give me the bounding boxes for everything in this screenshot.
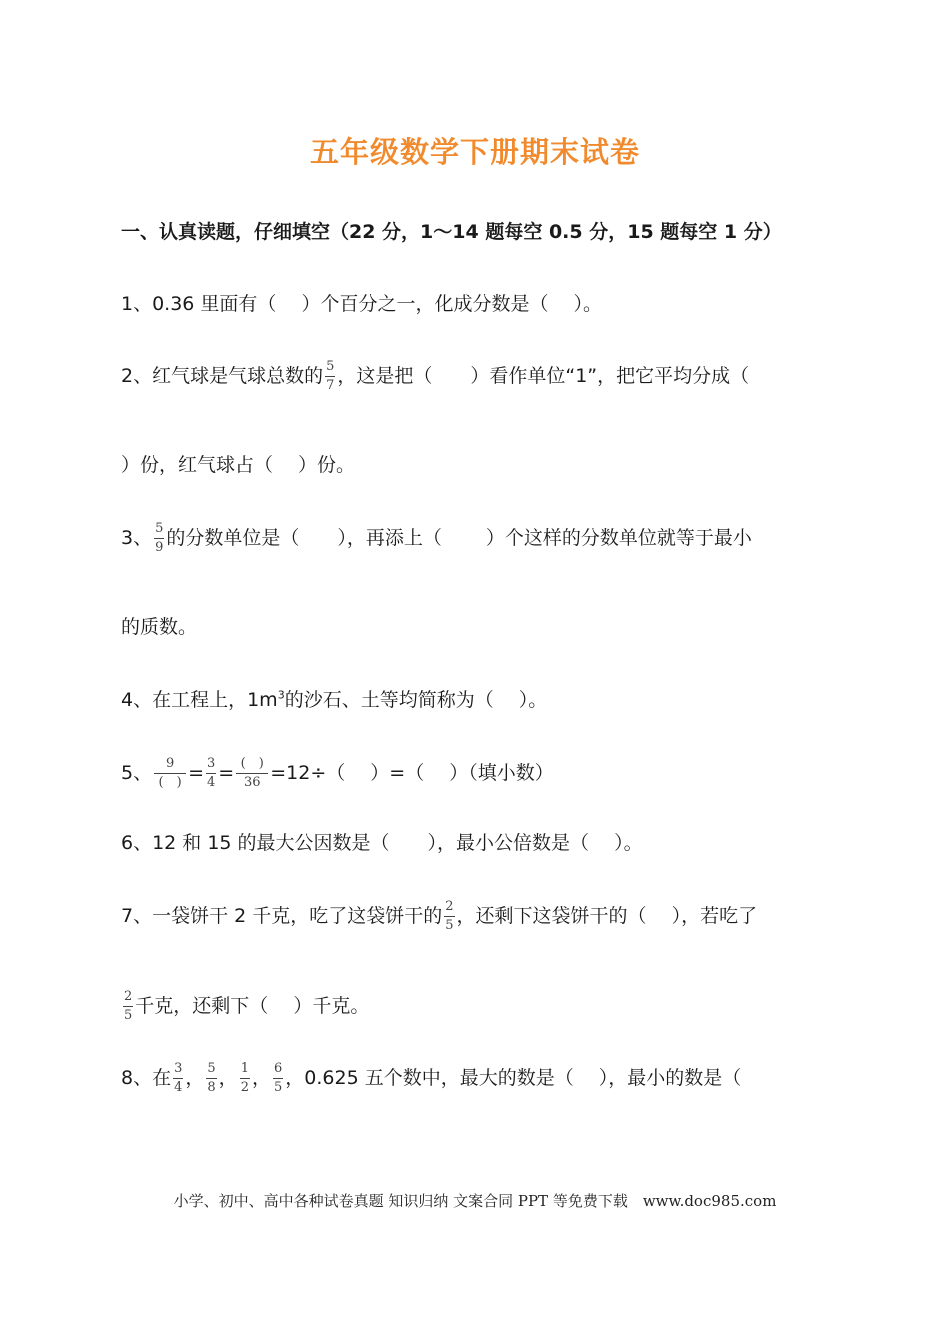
page-title: 五年级数学下册期末试卷: [309, 135, 640, 169]
fraction-1-2: $\frac{1}{2}$: [240, 1061, 249, 1095]
fraction-2-5: $\frac{2}{5}$: [124, 989, 133, 1023]
cube-exponent: 3: [277, 688, 285, 702]
question-5: [121, 755, 554, 792]
question-7-text-b: ，还剩下这袋饼干的（ ），若吃了: [456, 905, 758, 927]
question-3: [121, 520, 752, 557]
question-3-continued: 的质数。: [121, 616, 198, 638]
question-5-text-a: 5、: [121, 762, 153, 784]
question-2-text-a: 2、红气球是气球总数的: [121, 365, 324, 387]
comma: ，: [218, 1067, 238, 1089]
fraction-2-5: $\frac{2}{5}$: [445, 899, 454, 933]
question-1: 1、0.36 里面有（ ）个百分之一，化成分数是（ ）。: [121, 293, 603, 315]
comma: ，: [251, 1067, 271, 1089]
footer-text: 小学、初中、高中各种试卷真题 知识归纳 文案合同 PPT 等免费下载 www.doc985.com: [173, 1192, 777, 1210]
question-2: [121, 358, 749, 395]
fraction-5-9: $\frac{5}{9}$: [155, 521, 164, 555]
question-3-text-a: 3、: [121, 527, 153, 549]
fraction-9-blank: 9 ( ): [154, 755, 186, 792]
question-4-text-a: 4、在工程上，1m: [121, 689, 278, 711]
question-2-continued: ）份，红气球占（ ）份。: [121, 454, 356, 476]
question-4-text-b: 的沙石、土等均简称为（ ）。: [284, 689, 548, 711]
fraction-3-4: $\frac{3}{4}$: [174, 1061, 183, 1095]
question-2-text-b: ，这是把（ ）看作单位“1”，把它平均分成（: [337, 365, 750, 387]
fraction-blank-36: ( ) 36: [236, 755, 268, 792]
question-4: [121, 685, 547, 715]
equals-sign: =: [188, 762, 205, 784]
section-heading: 一、认真读题，仔细填空（22 分，1～14 题每空 0.5 分，15 题每空 1 分）: [121, 221, 782, 243]
fraction-5-7: $\frac{5}{7}$: [326, 359, 335, 393]
question-7: [121, 898, 757, 935]
comma: ，: [185, 1067, 205, 1089]
equals-sign: =: [218, 762, 235, 784]
question-8-text-a: 8、在: [121, 1067, 172, 1089]
question-7-text-c: 千克，还剩下（ ）千克。: [135, 995, 370, 1017]
fraction-3-4: $\frac{3}{4}$: [207, 756, 216, 790]
question-6: 6、12 和 15 的最大公因数是（ ），最小公倍数是（ ）。: [121, 832, 643, 854]
question-8: [121, 1060, 741, 1097]
question-5-text-b: =12÷（ ）=（ ）（填小数）: [270, 762, 554, 784]
fraction-6-5: $\frac{6}{5}$: [273, 1061, 283, 1095]
question-7-continued: [121, 988, 369, 1025]
question-3-text-b: 的分数单位是（ ），再添上（ ）个这样的分数单位就等于最小: [166, 527, 752, 549]
fraction-5-8: $\frac{5}{8}$: [207, 1061, 216, 1095]
question-7-text-a: 7、一袋饼干 2 千克，吃了这袋饼干的: [121, 905, 443, 927]
question-8-text-b: ，0.625 五个数中，最大的数是（ ），最小的数是（: [285, 1067, 742, 1089]
